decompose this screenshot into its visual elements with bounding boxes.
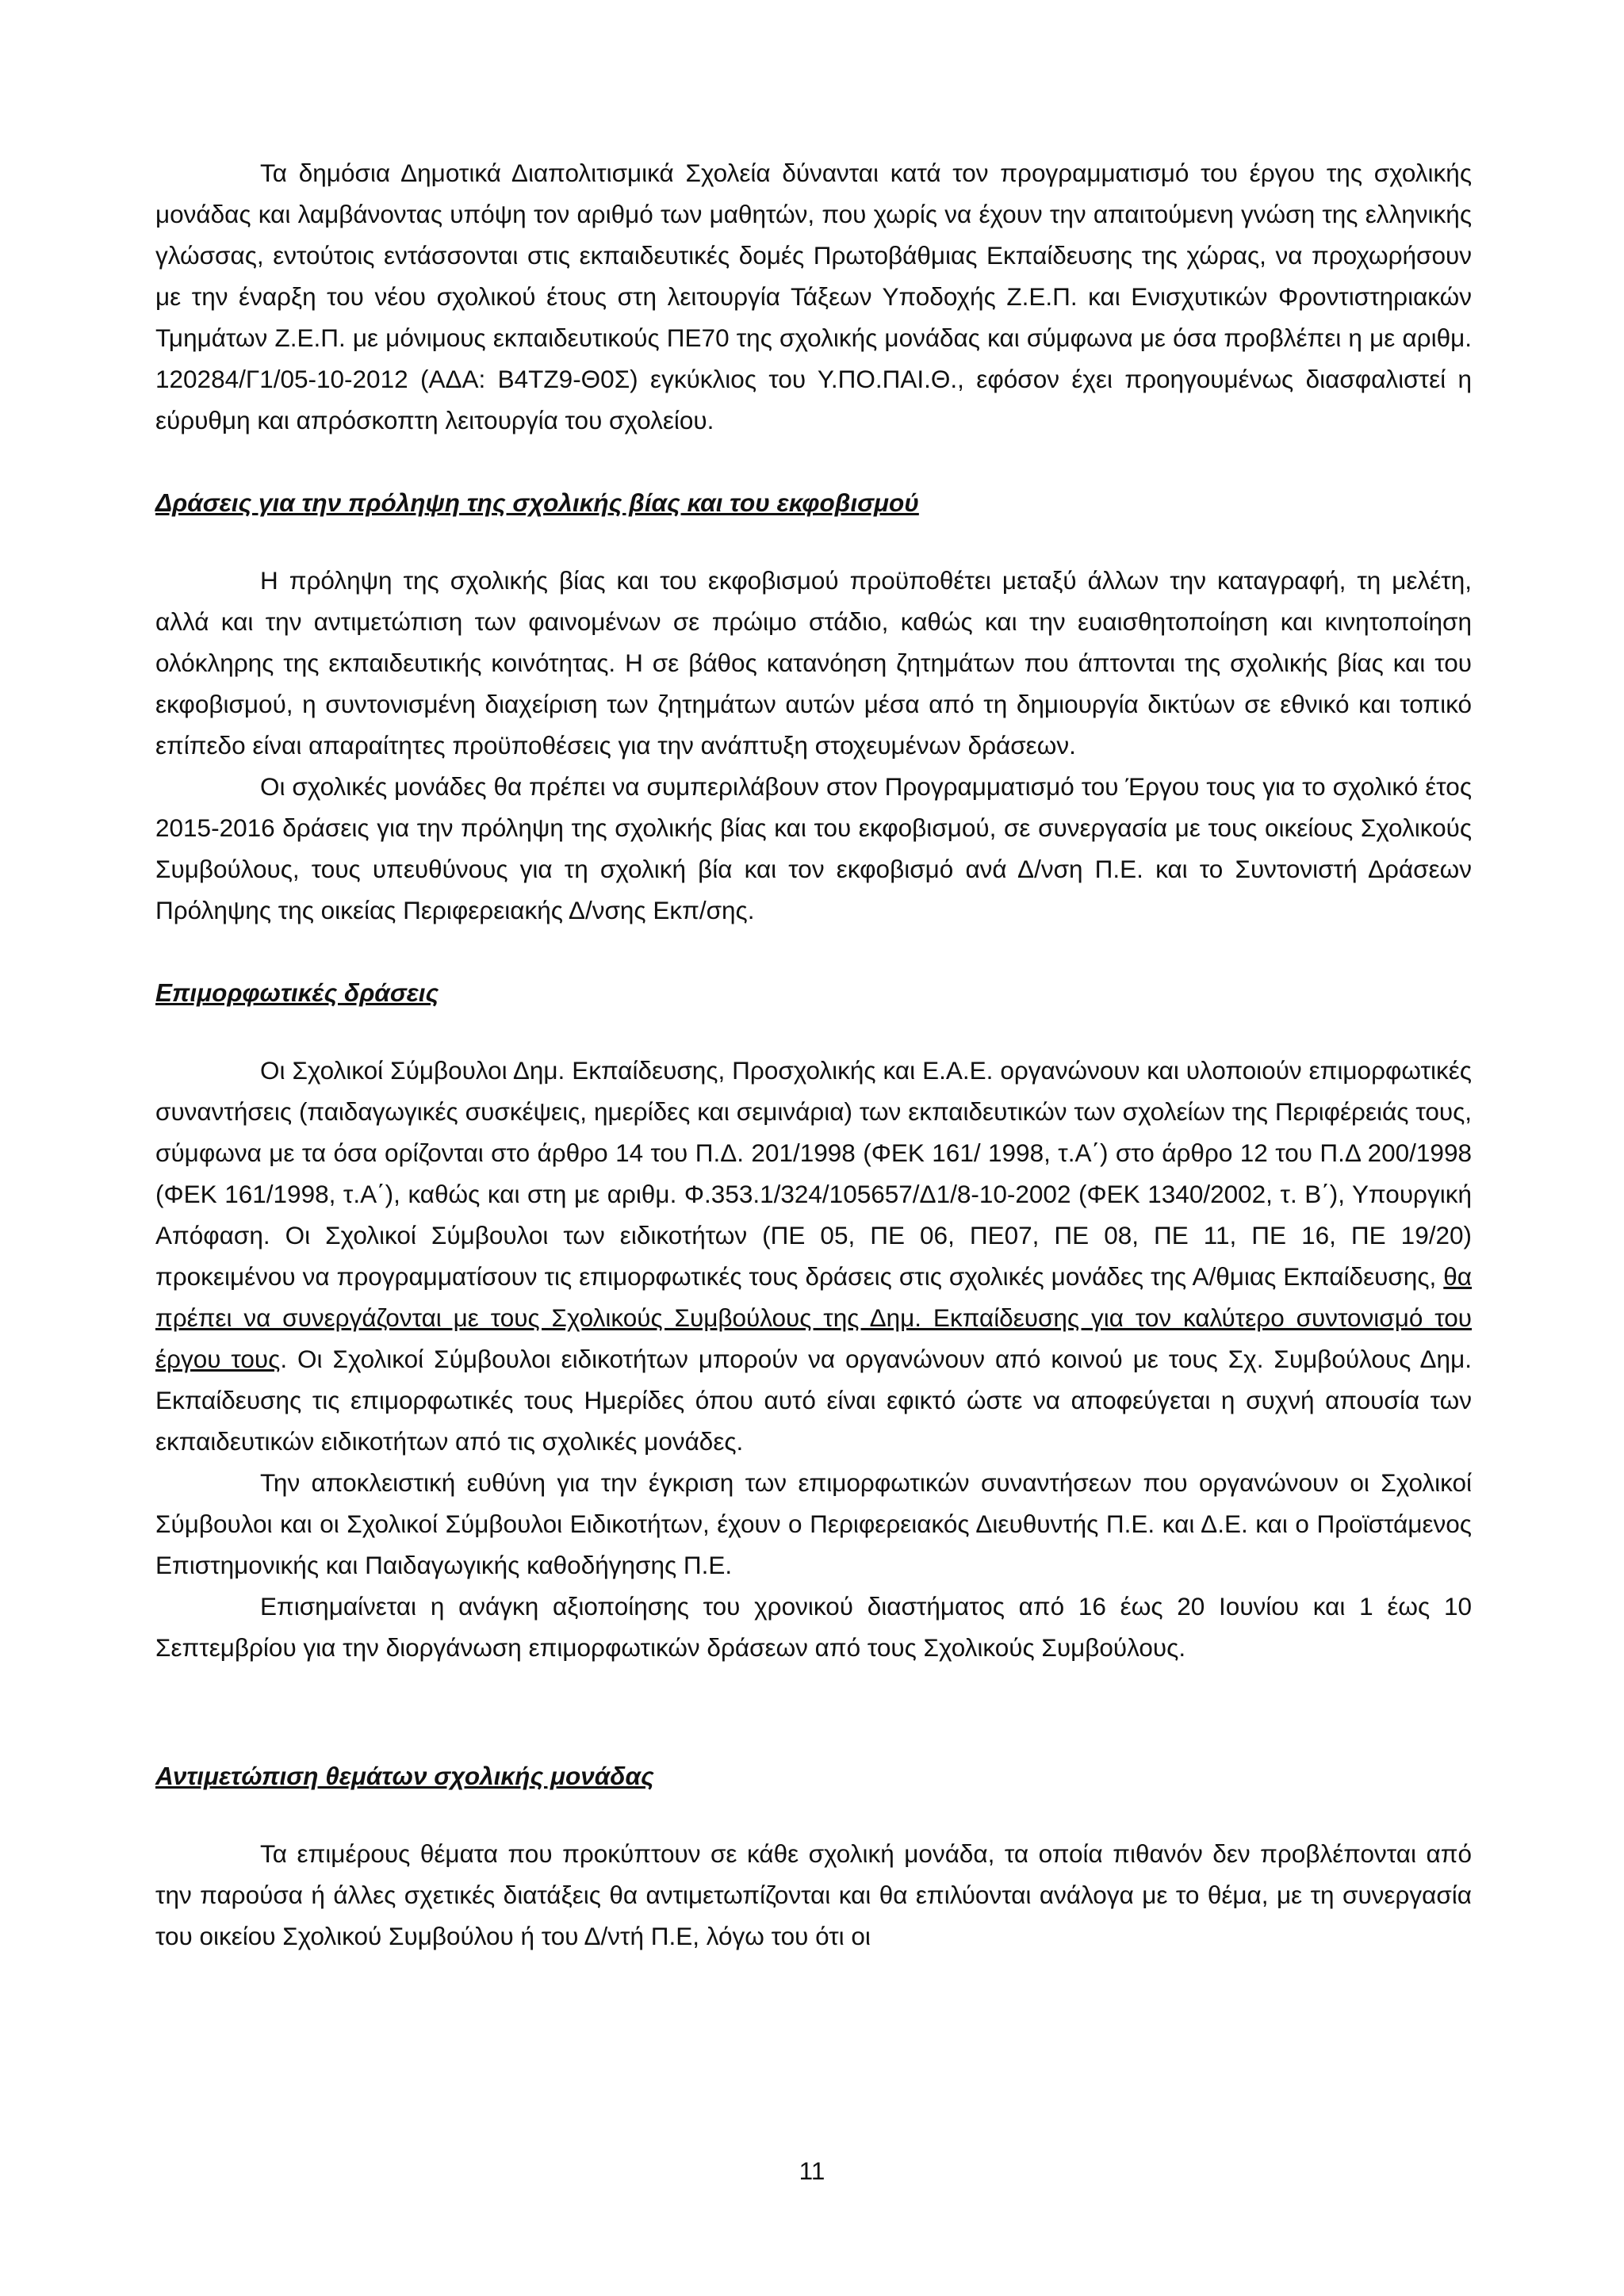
document-page bbox=[155, 152, 1472, 1957]
paragraph-training-advisors bbox=[155, 1050, 1472, 1462]
page-number: 11 bbox=[799, 2156, 825, 2185]
paragraph-training-period: Επισημαίνεται η ανάγκη αξιοποίησης του χρονικού διαστήματος από 16 έως 20 Ιουνίου και 1 έως 10 Σεπτεμβρίου για την διοργάνωση επιμορφωτικών δράσεων από τους Σχολικούς Συμβούλους. bbox=[155, 1592, 1472, 1662]
heading-violence-prevention: Δράσεις για την πρόληψη της σχολικής βίας και του εκφοβισμού bbox=[155, 488, 919, 517]
paragraph-violence-prevention: Η πρόληψη της σχολικής βίας και του εκφοβισμού προϋποθέτει μεταξύ άλλων την καταγραφή, τη μελέτη, αλλά και την αντιμετώπιση των φαινομένων σε πρώιμο στάδιο, καθώς και την ευαισθητοποίηση και κινητοποίηση ολόκληρης της εκπαιδευτικής κοινότητας. Η σε βάθος κατανόηση ζητημάτων που άπτονται της σχολικής βίας και του εκφοβισμού, η συντονισμένη διαχείριση των ζητημάτων αυτών μέσα από τη δημιουργία δικτύων σε εθνικό και τοπικό επίπεδο είναι απαραίτητες προϋποθέσεις για την ανάπτυξη στοχευμένων δράσεων. bbox=[155, 566, 1472, 760]
paragraph-training-start: Οι Σχολικοί Σύμβουλοι Δημ. Εκπαίδευσης, Προσχολικής και Ε.Α.Ε. οργανώνουν και υλοποιούν επιμορφωτικές συναντήσεις (παιδαγωγικές συσκέψεις, ημερίδες και σεμινάρια) των εκπαιδευτικών των σχολείων της Περιφέρειάς τους, σύμφωνα με τα όσα ορίζονται στο άρθρο 14 του Π.Δ. 201/1998 (ΦΕΚ 161/ 1998, τ.Α΄) στο άρθρο 12 του Π.Δ 200/1998 (ΦΕΚ 161/1998, τ.Α΄), καθώς και στη με αριθμ. Φ.353.1/324/105657/Δ1/8-10-2002 (ΦΕΚ 1340/2002, τ. Β΄), Υπουργική Απόφαση. Οι Σχολικοί Σύμβουλοι των ειδικοτήτων (ΠΕ 05, ΠΕ 06, ΠΕ07, ΠΕ 08, ΠΕ 11, ΠΕ 16, ΠΕ 19/20) προκειμένου να προγραμματίσουν τις επιμορφωτικές τους δράσεις στις σχολικές μονάδες της Α/θμιας Εκπαίδευσης, bbox=[155, 1056, 1472, 1291]
paragraph-training-approval: Την αποκλειστική ευθύνη για την έγκριση των επιμορφωτικών συναντήσεων που οργανώνουν οι Σχολικοί Σύμβουλοι και οι Σχολικοί Σύμβουλοι Ειδικοτήτων, έχουν ο Περιφερειακός Διευθυντής Π.Ε. και Δ.Ε. και ο Προϊστάμενος Επιστημονικής και Παιδαγωγικής καθοδήγησης Π.Ε. bbox=[155, 1468, 1472, 1579]
heading-school-issues: Αντιμετώπιση θεμάτων σχολικής μονάδας bbox=[155, 1762, 654, 1790]
paragraph-intercultural-schools: Τα δημόσια Δημοτικά Διαπολιτισμικά Σχολεία δύνανται κατά τον προγραμματισμό του έργου της σχολικής μονάδας και λαμβάνοντας υπόψη τον αριθμό των μαθητών, που χωρίς να έχουν την απαιτούμενη γνώση της ελληνικής γλώσσας, εντούτοις εντάσσονται στις εκπαιδευτικές δομές Πρωτοβάθμιας Εκπαίδευσης της χώρας, να προχωρήσουν με την έναρξη του νέου σχολικού έτους στη λειτουργία Τάξεων Υποδοχής Ζ.Ε.Π. και Ενισχυτικών Φροντιστηριακών Τμημάτων Ζ.Ε.Π. με μόνιμους εκπαιδευτικούς ΠΕ70 της σχολικής μονάδας και σύμφωνα με όσα προβλέπει η με αριθμ. 120284/Γ1/05-10-2012 (ΑΔΑ: Β4ΤΖ9-Θ0Σ) εγκύκλιος του Υ.ΠΟ.ΠΑΙ.Θ., εφόσον έχει προηγουμένως διασφαλιστεί η εύρυθμη και απρόσκοπτη λειτουργία του σχολείου. bbox=[155, 159, 1472, 434]
paragraph-violence-actions: Οι σχολικές μονάδες θα πρέπει να συμπεριλάβουν στον Προγραμματισμό του Έργου τους για το σχολικό έτος 2015-2016 δράσεις για την πρόληψη της σχολικής βίας και του εκφοβισμού, σε συνεργασία με τους οικείους Σχολικούς Συμβούλους, τους υπευθύνους για τη σχολική βία και τον εκφοβισμό ανά Δ/νση Π.Ε. και το Συντονιστή Δράσεων Πρόληψης της οικείας Περιφερειακής Δ/νσης Εκπ/σης. bbox=[155, 772, 1472, 924]
heading-training-actions: Επιμορφωτικές δράσεις bbox=[155, 978, 439, 1007]
paragraph-training-end: . Οι Σχολικοί Σύμβουλοι ειδικοτήτων μπορούν να οργανώνουν από κοινού με τους Σχ. Συμβούλους Δημ. Εκπαίδευσης τις επιμορφωτικές τους Ημερίδες όπου αυτό είναι εφικτό ώστε να αποφεύγεται η συχνή απουσία των εκπαιδευτικών ειδικοτήτων από τις σχολικές μονάδες. bbox=[155, 1345, 1472, 1456]
paragraph-school-issues: Τα επιμέρους θέματα που προκύπτουν σε κάθε σχολική μονάδα, τα οποία πιθανόν δεν προβλέπονται από την παρούσα ή άλλες σχετικές διατάξεις θα αντιμετωπίζονται και θα επιλύονται ανάλογα με το θέμα, με τη συνεργασία του οικείου Σχολικού Συμβούλου ή του Δ/ντή Π.Ε, λόγω του ότι οι bbox=[155, 1839, 1472, 1950]
paragraph-training-underlined: θα πρέπει να συνεργάζονται με τους Σχολικούς Συμβούλους της Δημ. Εκπαίδευσης για τον καλύτερο συντονισμό του έργου τους bbox=[155, 1262, 1472, 1373]
